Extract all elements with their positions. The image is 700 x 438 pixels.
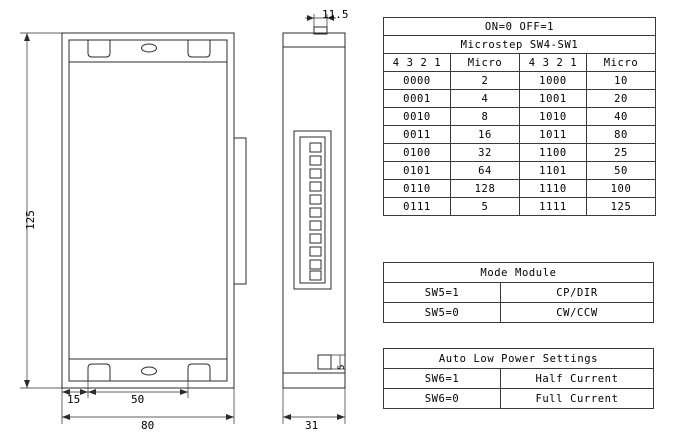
cell-switch-state: SW5=0: [384, 303, 501, 323]
mount-slot-bottom-left: [88, 364, 110, 381]
mode-module-table: [383, 262, 654, 323]
mount-hole-top: [142, 44, 157, 52]
cell-mode-value: CW/CCW: [501, 303, 654, 323]
mount-slot-top-left: [88, 40, 110, 57]
dimension-label-width: 80: [141, 419, 155, 432]
table-row: [384, 180, 656, 198]
mount-slot-bottom-right: [188, 364, 210, 381]
cell-switch-code: 1011: [520, 126, 587, 144]
column-header: 4 3 2 1: [384, 54, 451, 72]
table-row: [384, 126, 656, 144]
cell-microstep-value: 4: [451, 90, 520, 108]
cell-microstep-value: 40: [587, 108, 656, 126]
dimension-label-height: 125: [24, 210, 37, 230]
table-row: [384, 369, 654, 389]
cell-switch-code: 1111: [520, 198, 587, 216]
cell-microstep-value: 20: [587, 90, 656, 108]
front-view-inner-panel: [69, 40, 227, 381]
cell-switch-code: 1101: [520, 162, 587, 180]
mount-slot-top-right: [188, 40, 210, 57]
cell-current-value: Full Current: [501, 389, 654, 409]
cell-microstep-value: 125: [587, 198, 656, 216]
cell-switch-state: SW6=0: [384, 389, 501, 409]
table-row: [384, 90, 656, 108]
table-row: [384, 349, 654, 369]
column-header: 4 3 2 1: [520, 54, 587, 72]
microstep-table-subtitle: Microstep SW4-SW1: [384, 36, 656, 54]
cell-microstep-value: 2: [451, 72, 520, 90]
microstep-table: [383, 17, 656, 216]
cell-switch-code: 0111: [384, 198, 451, 216]
cell-switch-code: 1110: [520, 180, 587, 198]
table-row: [384, 18, 656, 36]
cell-microstep-value: 80: [587, 126, 656, 144]
side-view: [283, 27, 345, 388]
microstep-table-title: ON=0 OFF=1: [384, 18, 656, 36]
dimension-label-depth: 31: [305, 419, 319, 432]
table-row: [384, 72, 656, 90]
table-row: [384, 144, 656, 162]
cell-microstep-value: 16: [451, 126, 520, 144]
cell-microstep-value: 64: [451, 162, 520, 180]
table-row: [384, 162, 656, 180]
cell-switch-code: 0011: [384, 126, 451, 144]
table-row: [384, 263, 654, 283]
cell-switch-state: SW6=1: [384, 369, 501, 389]
front-view-dimension-lines: [20, 33, 234, 424]
cell-microstep-value: 128: [451, 180, 520, 198]
side-view-pin-rows: [310, 143, 321, 280]
cell-switch-code: 0101: [384, 162, 451, 180]
cell-microstep-value: 50: [587, 162, 656, 180]
cell-switch-code: 1001: [520, 90, 587, 108]
cell-switch-code: 0010: [384, 108, 451, 126]
cell-switch-code: 0110: [384, 180, 451, 198]
front-view-body: [62, 33, 234, 388]
cell-microstep-value: 5: [451, 198, 520, 216]
table-row: [384, 303, 654, 323]
dimension-label-mount-spacing: 50: [131, 393, 145, 406]
cell-mode-value: CP/DIR: [501, 283, 654, 303]
table-row: [384, 36, 656, 54]
auto-low-power-table: [383, 348, 654, 409]
cell-switch-code: 1100: [520, 144, 587, 162]
cell-microstep-value: 100: [587, 180, 656, 198]
cell-switch-state: SW5=1: [384, 283, 501, 303]
dimension-label-tab-width: 11.5: [322, 8, 349, 21]
table-row: [384, 198, 656, 216]
cell-switch-code: 1010: [520, 108, 587, 126]
dimension-label-mount-offset: 15: [67, 393, 81, 406]
front-view-side-tab: [234, 138, 246, 284]
cell-microstep-value: 10: [587, 72, 656, 90]
side-view-body: [283, 33, 345, 388]
table-row: [384, 108, 656, 126]
cell-current-value: Half Current: [501, 369, 654, 389]
column-header: Micro: [587, 54, 656, 72]
mount-hole-bottom: [142, 367, 157, 375]
mode-table-title: Mode Module: [384, 263, 654, 283]
column-header: Micro: [451, 54, 520, 72]
table-header-row: [384, 54, 656, 72]
cell-switch-code: 1000: [520, 72, 587, 90]
side-view-dimension-lines: [283, 14, 345, 424]
side-view-bottom-tab: [318, 355, 331, 369]
cell-switch-code: 0100: [384, 144, 451, 162]
power-table-title: Auto Low Power Settings: [384, 349, 654, 369]
cell-microstep-value: 32: [451, 144, 520, 162]
cell-switch-code: 0001: [384, 90, 451, 108]
cell-switch-code: 0000: [384, 72, 451, 90]
table-row: [384, 389, 654, 409]
cell-microstep-value: 8: [451, 108, 520, 126]
dimension-label-foot-height: 5: [337, 364, 347, 370]
table-row: [384, 283, 654, 303]
cell-microstep-value: 25: [587, 144, 656, 162]
